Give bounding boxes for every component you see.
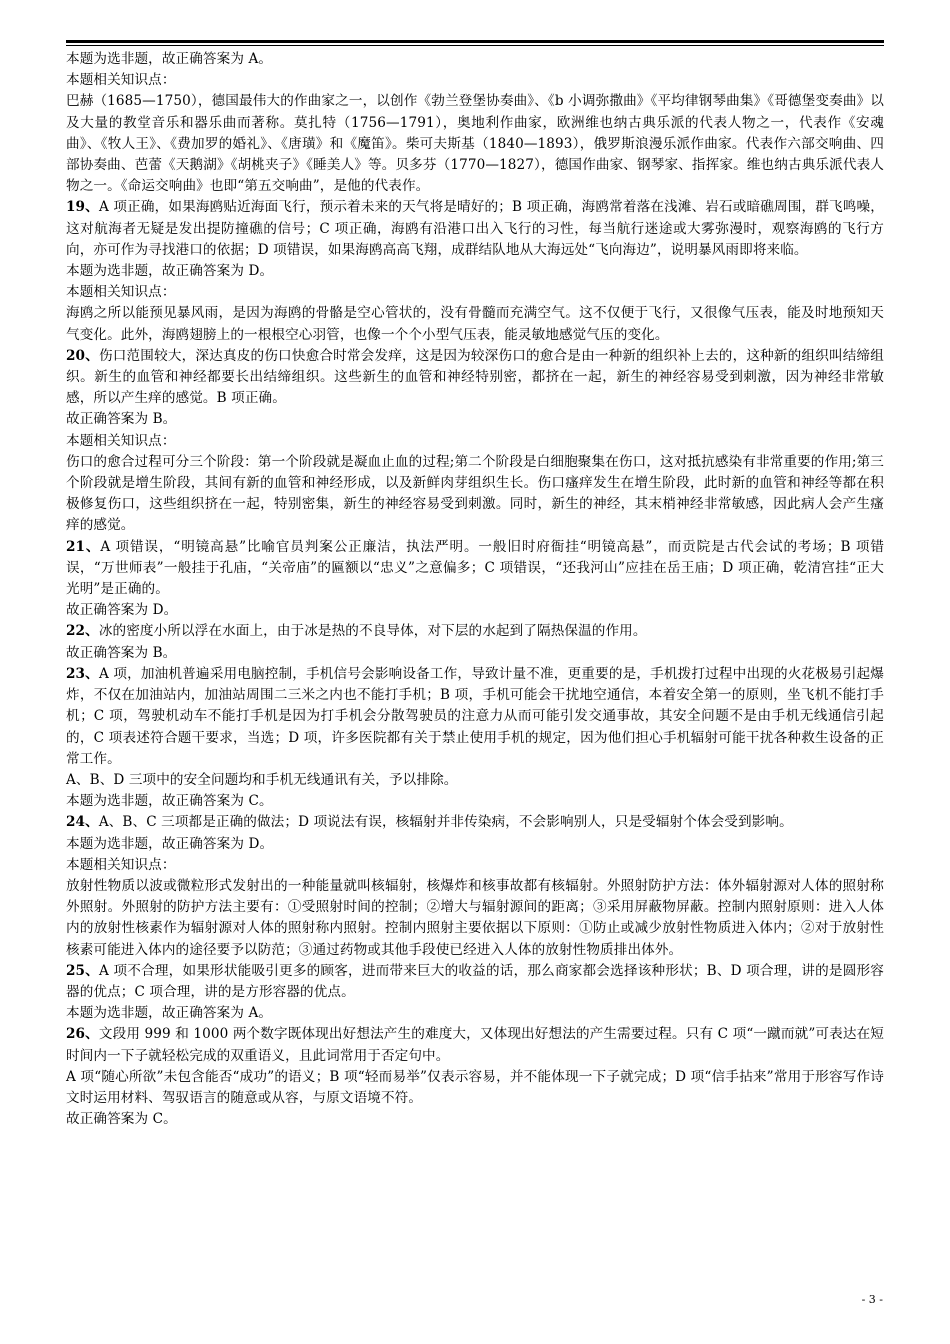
paragraph-text: 故正确答案为 D。 — [66, 602, 178, 619]
header-rule-thin — [66, 45, 884, 46]
paragraph — [66, 770, 884, 791]
paragraph — [66, 1109, 884, 1130]
paragraph — [66, 91, 884, 197]
paragraph-text: 本题为选非题，故正确答案为 A。 — [66, 51, 273, 67]
paragraph — [66, 261, 884, 282]
paragraph-text: 本题相关知识点： — [66, 856, 176, 873]
paragraph-text: A 项不合理，如果形状能吸引更多的顾客，进而带来巨大的收益的话，那么商家都会选择该种形状；B、D 项合理，讲的是圆形容器的优点；C 项合理，讲的是方形容器的优点。 — [66, 962, 885, 1000]
question-number: 20、 — [66, 347, 99, 364]
paragraph-text: A 项“随心所欲”未包含能否“成功”的语义；B 项“轻而易举”仅表示容易，并不能体现一下子就完成；D 项“信手拈来”常用于形容写作诗文时运用材料、驾驭语言的随意或从容，与原文语境不符。 — [66, 1068, 884, 1106]
paragraph-text: 本题为选非题，故正确答案为 D。 — [66, 263, 274, 280]
paragraph — [66, 303, 884, 345]
paragraph-text: 巴赫（1685—1750），德国最伟大的作曲家之一，以创作《勃兰登堡协奏曲》、《b 小调弥撒曲》《平均律钢琴曲集》《哥德堡变奏曲》以及大量的教堂音乐和器乐曲而著称。莫扎特（1756—1791），奥地利作曲家，欧洲维也纳古典乐派的代表人物之一，代表作《安魂曲》、《牧人王》、《费加罗的婚礼》、《唐璜》和《魔笛》。柴可夫斯基（1840—1893），俄罗斯浪漫乐派作曲家。代表作六部交响曲、四部协奏曲、芭蕾《天鹅湖》《胡桃夹子》《睡美人》等。贝多芬（1770—1827），德国作曲家、钢琴家、指挥家。维也纳古典乐派代表人物之一。《命运交响曲》也即“第五交响曲”，是他的代表作。 — [66, 93, 884, 195]
paragraph — [66, 876, 884, 961]
paragraph-text: 故正确答案为 B。 — [66, 644, 177, 661]
paragraph — [66, 855, 884, 876]
paragraph — [66, 197, 884, 261]
paragraph-text: 本题相关知识点： — [66, 432, 176, 449]
paragraph-text: 海鸥之所以能预见暴风雨，是因为海鸥的骨骼是空心管状的，没有骨髓而充满空气。这不仅便于飞行，又很像气压表，能及时地预知天气变化。此外，海鸥翅膀上的一根根空心羽管，也像一个个小型气压表，能灵敏地感觉气压的变化。 — [66, 305, 884, 343]
paragraph — [66, 70, 884, 91]
paragraph-text: 放射性物质以波或微粒形式发射出的一种能量就叫核辐射，核爆炸和核事故都有核辐射。外照射防护方法：体外辐射源对人体的照射称外照射。外照射的防护方法主要有：①受照射时间的控制；②增大与辐射源间的距离；③采用屏蔽物屏蔽。控制内照射原则：进入人体内的放射性核素作为辐射源对人体的照射称内照射。控制内照射主要依据以下原则：①防止或减少放射性物质进入体内；②对于放射性核素可能进入体内的途径要予以防范；③通过药物或其他手段使已经进入人体的放射性物质排出体外。 — [66, 877, 884, 958]
paragraph — [66, 961, 884, 1003]
paragraph-text: 本题为选非题，故正确答案为 A。 — [66, 1005, 273, 1022]
question-number: 19、 — [66, 199, 99, 216]
paragraph — [66, 431, 884, 452]
paragraph-text: 文段用 999 和 1000 两个数字既体现出好想法产生的难度大，又体现出好想法的产生需要过程。只有 C 项“一蹴而就”可表达在短时间内一下子就轻松完成的双重语义，且此词常用于否定句中。 — [66, 1026, 884, 1064]
paragraph-text: 冰的密度小所以浮在水面上，由于冰是热的不良导体，对下层的水起到了隔热保温的作用。 — [98, 623, 647, 640]
question-number: 24、 — [66, 814, 99, 831]
paragraph — [66, 621, 884, 642]
paragraph — [66, 537, 884, 601]
paragraph — [66, 49, 884, 70]
paragraph-text: 本题为选非题，故正确答案为 C。 — [66, 793, 273, 810]
question-number: 23、 — [66, 665, 99, 682]
question-number: 21、 — [66, 538, 101, 555]
paragraph-text: 伤口的愈合过程可分三个阶段：第一个阶段就是凝血止血的过程;第二个阶段是白细胞聚集在伤口，这对抵抗感染有非常重要的作用;第三个阶段就是增生阶段，其间有新的血管和神经形成，以及新鲜肉芽组织生长。伤口瘙痒发生在增生阶段，此时新的血管和神经等都在积极修复伤口，这些组织挤在一起，特别密集，新生的神经容易受到刺激。同时，新生的神经，其末梢神经非常敏感，因此病人会产生瘙痒的感觉。 — [66, 453, 884, 534]
paragraph — [66, 791, 884, 812]
paragraph-text: A、B、D 三项中的安全问题均和手机无线通讯有关，予以排除。 — [66, 771, 458, 788]
paragraph-text: 本题相关知识点： — [66, 284, 176, 301]
paragraph — [66, 409, 884, 430]
paragraph — [66, 600, 884, 621]
paragraph-text: A 项错误，“明镜高悬”比喻官员判案公正廉洁，执法严明。一般旧时府衙挂“明镜高悬”，而贡院是古代会试的考场；B 项错误，“万世师表”一般挂于孔庙，“关帝庙”的匾额以“忠义”之意偏多；C 项错误，“还我河山”应挂在岳王庙；D 项正确，乾清宫挂“正大光明”是正确的。 — [66, 538, 885, 598]
page-number: - 3 - — [861, 1293, 883, 1306]
question-number: 26、 — [66, 1026, 99, 1043]
paragraph — [66, 1024, 884, 1066]
paragraph — [66, 346, 884, 410]
document-body — [66, 49, 884, 1130]
paragraph-text: 故正确答案为 C。 — [66, 1111, 177, 1128]
paragraph-text: A 项正确，如果海鸥贴近海面飞行，预示着未来的天气将是晴好的；B 项正确，海鸥常着落在浅滩、岩石或暗礁周围，群飞鸣噪，这对航海者无疑是发出提防撞礁的信号；C 项正确，海鸥有沿港口出入飞行的习性，每当航行迷途或大雾弥漫时，观察海鸥的飞行方向，亦可作为寻找港口的依据；D 项错误，如果海鸥高高飞翔，成群结队地从大海远处“飞向海边”，说明暴风雨即将来临。 — [66, 199, 884, 258]
paragraph-text: 本题相关知识点： — [66, 72, 176, 89]
paragraph — [66, 834, 884, 855]
question-number: 25、 — [66, 962, 100, 979]
question-number: 22、 — [66, 623, 99, 640]
paragraph-text: A 项，加油机普遍采用电脑控制，手机信号会影响设备工作，导致计量不准，更重要的是，手机拨打过程中出现的火花极易引起爆炸，不仅在加油站内，加油站周围二三米之内也不能打手机；B 项，手机可能会干扰地空通信，本着安全第一的原则，坐飞机不能打手机；C 项，驾驶机动车不能打手机是因为打手机会分散驾驶员的注意力从而可能引发交通事故，其安全问题不是由手机无线通信引起的，C 项表述符合题干要求，当选；D 项，许多医院都有关于禁止使用手机的规定，因为他们担心手机辐射可能干扰各种救生设备的正常工作。 — [66, 665, 884, 767]
paragraph-text: A、B、C 三项都是正确的做法；D 项说法有误，核辐射并非传染病，不会影响别人，只是受辐射个体会受到影响。 — [98, 814, 793, 831]
paragraph — [66, 1067, 884, 1109]
paragraph — [66, 1003, 884, 1024]
paragraph-text: 伤口范围较大，深达真皮的伤口快愈合时常会发痒，这是因为较深伤口的愈合是由一种新的组织补上去的，这种新的组织叫结缔组织。新生的血管和神经都要长出结缔组织。这些新生的血管和神经特别密，都挤在一起，新生的神经容易受到刺激，因为神经非常敏感，所以产生痒的感觉。B 项正确。 — [66, 347, 885, 407]
paragraph — [66, 812, 884, 833]
paragraph — [66, 664, 884, 770]
paragraph-text: 本题为选非题，故正确答案为 D。 — [66, 835, 274, 852]
paragraph — [66, 452, 884, 537]
header-rule-thick — [66, 40, 884, 43]
paragraph-text: 故正确答案为 B。 — [66, 411, 177, 428]
paragraph — [66, 643, 884, 664]
paragraph — [66, 282, 884, 303]
